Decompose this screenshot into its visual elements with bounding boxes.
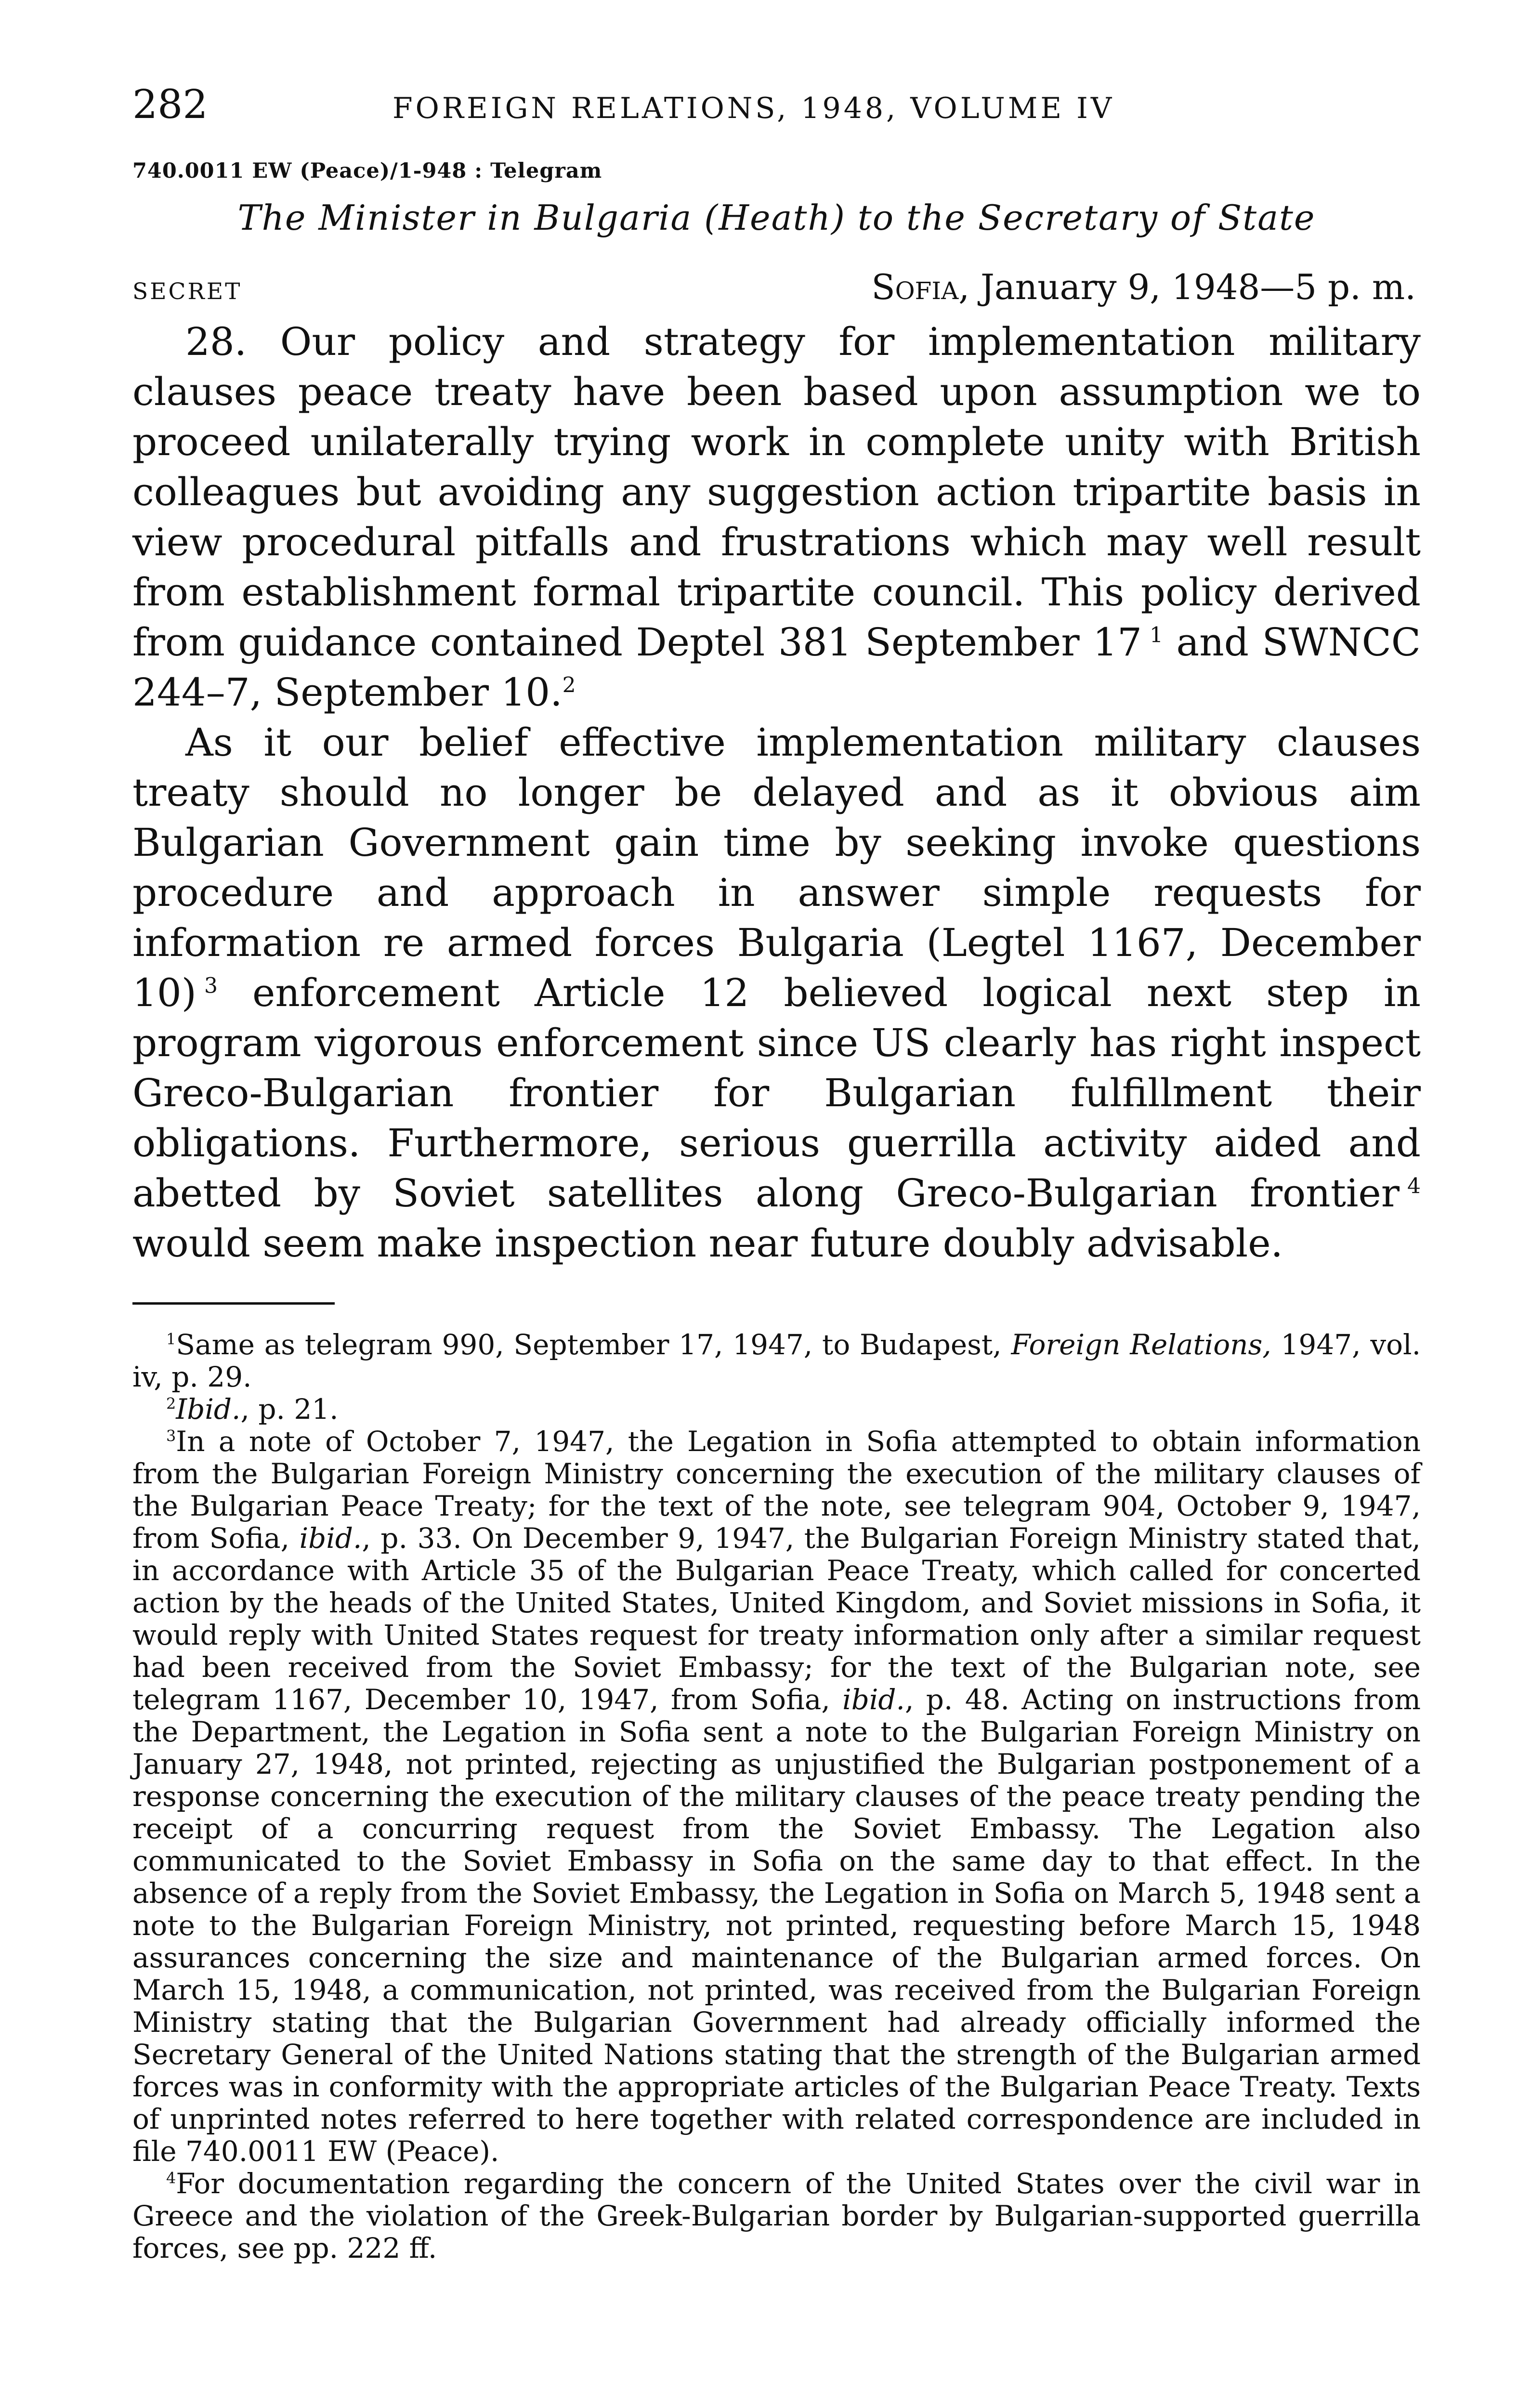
body-text-run: and SWNCC 244–7, September 10.: [132, 620, 1421, 715]
place-date: [871, 267, 1421, 307]
body-paragraph-2: [132, 718, 1421, 1269]
body-text-run: As it our belief effective implementation military clauses treaty should no longer be delayed and as it obvious aim Bulgarian Government gain time by seeking invoke questions procedure and approach in answer simple requests for information re armed forces Bulgaria (Legtel 1167, December 10): [132, 720, 1421, 1015]
file-reference: 740.0011 EW (Peace)/1-948 : Telegram: [132, 159, 602, 183]
document-title: The Minister in Bulgaria (Heath) to the Secretary of State: [237, 197, 1316, 238]
footnote-text: Same as telegram 990, September 17, 1947, to Budapest,: [176, 1328, 1011, 1361]
footnote-italic: Ibid.: [176, 1393, 241, 1426]
footnote-ref-2: 2: [562, 673, 576, 698]
footnote-text: , p. 21.: [240, 1393, 339, 1426]
running-title: FOREIGN RELATIONS, 1948, VOLUME IV: [393, 92, 1115, 125]
document-page: [132, 82, 1421, 2264]
footnote-number: 1: [166, 1330, 176, 1348]
telegram-body: [132, 317, 1421, 1269]
footnote-divider: [132, 1302, 335, 1305]
footnote-text: For documentation regarding the concern of the United States over the civil war in Greece and the violation of the Greek-Bulgarian border by Bulgarian-supported guerrilla forces, see pp. 222 ff.: [132, 2167, 1421, 2264]
body-text-run: 28. Our policy and strategy for implementation military clauses peace treaty have been based upon assumption we to proceed unilaterally trying work in complete unity with British colleagues but avoiding any suggestion action tripartite basis in view procedural pitfalls and frustrations which may well result from establishment formal tripartite council. This policy derived from guidance contained Deptel 381 September 17: [132, 319, 1421, 665]
footnote-italic: ibid.: [299, 1522, 362, 1555]
dateline: [132, 267, 1421, 307]
body-paragraph-1: [132, 317, 1421, 718]
footnote-text: , p. 33. On December 9, 1947, the Bulgarian Foreign Ministry stated that, in accordance with Article 35 of the Bulgarian Peace Treaty, which called for concerted action by the heads of the United States, United Kingdom, and Soviet missions in Sofia, it would reply with United States request for treaty information only after a similar request had been received from the Soviet Embassy; for the text of the Bulgarian note, see telegram 1167, December 10, 1947, from Sofia,: [132, 1522, 1421, 1716]
footnote-ref-4: 4: [1407, 1174, 1421, 1199]
footnote-1: [132, 1329, 1421, 1393]
footnote-number: 4: [166, 2169, 176, 2187]
footnote-3: [132, 1426, 1421, 2168]
footnote-number: 3: [166, 1426, 176, 1445]
footnotes: [132, 1329, 1421, 2264]
footnote-2: [132, 1393, 1421, 1426]
telegram-date: January 9, 1948—5 p. m.: [981, 267, 1416, 307]
footnote-italic: ibid.: [842, 1683, 905, 1716]
page-number: 282: [132, 82, 208, 128]
footnote-ref-3: 3: [204, 973, 218, 998]
footnote-ref-1: 1: [1149, 623, 1163, 648]
classification-label: SECRET: [132, 278, 242, 305]
footnote-italic: Foreign Relations,: [1011, 1328, 1271, 1361]
body-text-run: enforcement Article 12 believed logical next step in program vigorous enforcement since US clearly has right inspect Greco-Bulgarian frontier for Bulgarian fulfillment their obligations. Furthermore, serious guerrilla activity aided and abetted by Soviet satellites along Greco-Bulgarian frontier: [132, 970, 1421, 1216]
footnote-4: [132, 2168, 1421, 2264]
place-name: Sofia,: [871, 267, 970, 307]
body-text-run: would seem make inspection near future doubly advisable.: [132, 1221, 1283, 1266]
footnote-text: 1947, vol. iv, p. 29.: [132, 1328, 1421, 1393]
running-head: [132, 82, 1421, 140]
footnote-text: , p. 48. Acting on instructions from the Department, the Legation in Sofia sent a note to the Bulgarian Foreign Ministry on January 27, 1948, not printed, rejecting as unjustified the Bulgarian postponement of a response concerning the execution of the military clauses of the peace treaty pending the receipt of a concurring request from the Soviet Embassy. The Legation also communicated to the Soviet Embassy in Sofia on the same day to that effect. In the absence of a reply from the Soviet Embassy, the Legation in Sofia on March 5, 1948 sent a note to the Bulgarian Foreign Ministry, not printed, requesting before March 15, 1948 assurances concerning the size and maintenance of the Bulgarian armed forces. On March 15, 1948, a communication, not printed, was received from the Bulgarian Foreign Ministry stating that the Bulgarian Government had already officially informed the Secretary General of the United Nations stating that the strength of the Bulgarian armed forces was in conformity with the appropriate articles of the Bulgarian Peace Treaty. Texts of unprinted notes referred to here together with related correspondence are included in file 740.0011 EW (Peace).: [132, 1683, 1421, 2168]
footnote-text: In a note of October 7, 1947, the Legation in Sofia attempted to obtain information from the Bulgarian Foreign Ministry concerning the execution of the military clauses of the Bulgarian Peace Treaty; for the text of the note, see telegram 904, October 9, 1947, from Sofia,: [132, 1425, 1421, 1555]
footnote-number: 2: [166, 1394, 176, 1413]
